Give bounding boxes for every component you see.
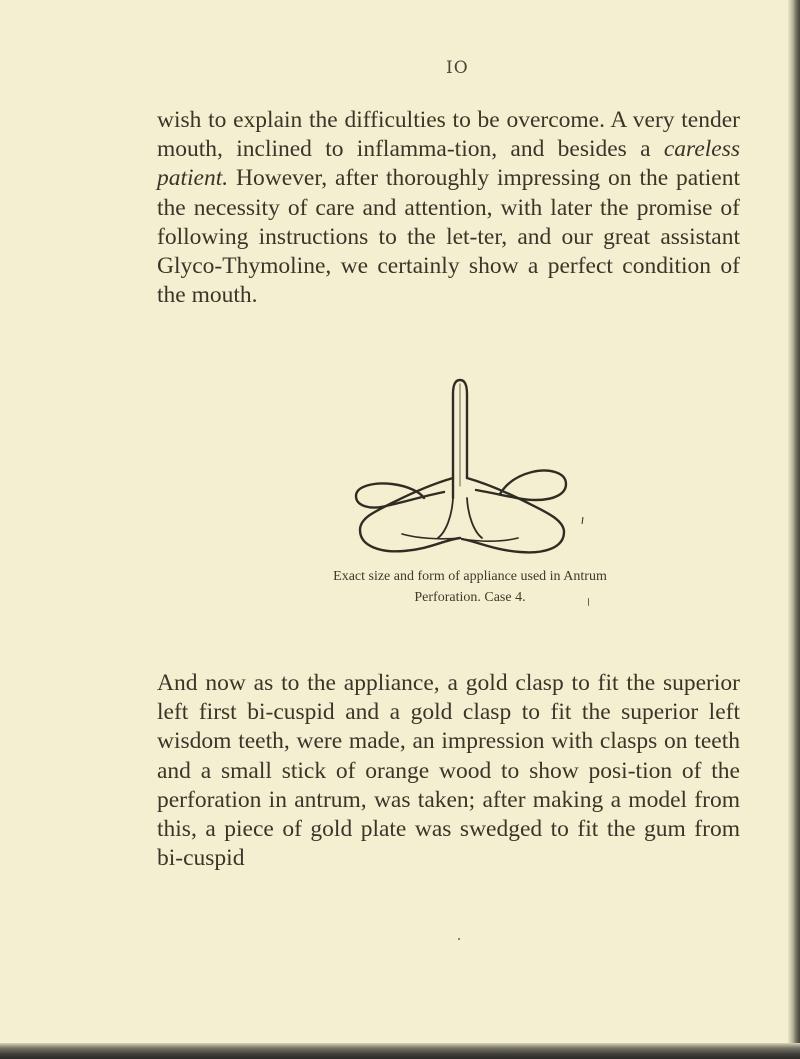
paragraph-1 [157,106,740,310]
caption-line-1: Exact size and form of appliance used in Antrum [333,569,607,584]
italic-phrase: careless patient. [157,136,740,192]
page-edge-right [788,0,800,1059]
paragraph-1-text-b: However, after thoroughly impressing on the patient the necessity of care and attention, with later the promise of following instructions to the let-ter, and our great assistant Glyco-Thymoline, we certainly show a perfect condition of the mouth. [157,165,740,309]
caption-line-2: Perforation. Case 4. [414,590,526,605]
paragraph-1-text-a: wish to explain the difficulties to be overcome. A very tender mouth, inclined to inflamma-tion, and besides a [157,107,740,163]
paper-speck [458,938,460,940]
paragraph-2: And now as to the appliance, a gold clasp to fit the superior left first bi-cuspid and a gold clasp to fit the superior left wisdom teeth, were made, an impression with clasps on teeth and a small stick of orange wood to show posi-tion of the perforation in antrum, was taken; after making a model from this, a piece of gold plate was swedged to fit the gum from bi-cuspid [157,670,740,872]
appliance-drawing [340,370,600,565]
page-edge-bottom [0,1043,800,1059]
left-clasp-inner [356,484,444,508]
page-number: IO [446,58,469,78]
figure-caption [330,566,610,608]
appliance-illustration [340,370,600,565]
figure-mark [582,517,583,524]
paper-speck [588,598,589,606]
